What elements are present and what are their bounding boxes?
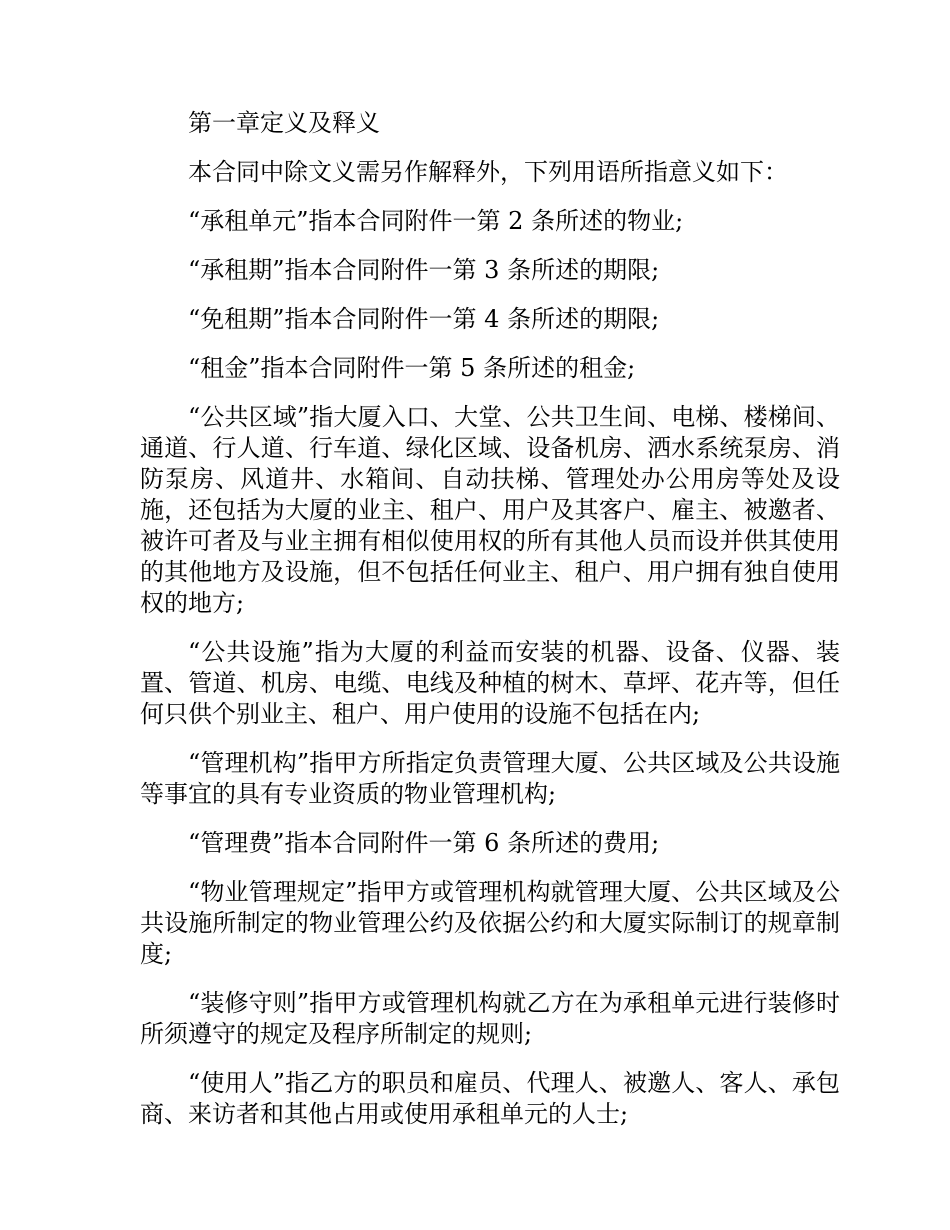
definition-management-agency: “管理机构”指甲方所指定负责管理大厦、公共区域及公共设施等事宜的具有专业资质的物业管理机构; (140, 749, 840, 808)
document-body (140, 108, 840, 1148)
definition-lease-term: “承租期”指本合同附件一第 3 条所述的期限; (188, 256, 660, 284)
definition-renovation-rules: “装修守则”指甲方或管理机构就乙方在为承租单元进行装修时所须遵守的规定及程序所制定的规则; (140, 989, 840, 1048)
intro-paragraph: 本合同中除文义需另作解释外，下列用语所指意义如下： (188, 158, 788, 186)
chapter-heading: 第一章定义及释义 (188, 109, 380, 137)
definition-leased-unit: “承租单元”指本合同附件一第 2 条所述的物业; (188, 207, 684, 235)
definition-common-areas: “公共区域”指大厦入口、大堂、公共卫生间、电梯、楼梯间、通道、行人道、行车道、绿化区域、设备机房、洒水系统泵房、消防泵房、风道井、水箱间、自动扶梯、管理处办公用房等处及设施，还包括为大厦的业主、租户、用户及其客户、雇主、被邀者、被许可者及与业主拥有相似使用权的所有其他人员而设并供其使用的其他地方及设施，但不包括任何业主、租户、用户拥有独自使用权的地方; (140, 403, 840, 617)
definition-property-rules: “物业管理规定”指甲方或管理机构就管理大厦、公共区域及公共设施所制定的物业管理公约及依据公约和大厦实际制订的规章制度; (140, 878, 840, 968)
definition-users: “使用人”指乙方的职员和雇员、代理人、被邀人、客人、承包商、来访者和其他占用或使用承租单元的人士; (140, 1069, 840, 1128)
definition-common-facilities: “公共设施”指为大厦的利益而安装的机器、设备、仪器、装置、管道、机房、电缆、电线及种植的树木、草坪、花卉等，但任何只供个别业主、租户、用户使用的设施不包括在内; (140, 638, 840, 728)
definition-rent-free-period: “免租期”指本合同附件一第 4 条所述的期限; (188, 305, 660, 333)
definition-management-fee: “管理费”指本合同附件一第 6 条所述的费用; (188, 829, 660, 857)
definition-rent: “租金”指本合同附件一第 5 条所述的租金; (188, 354, 636, 382)
